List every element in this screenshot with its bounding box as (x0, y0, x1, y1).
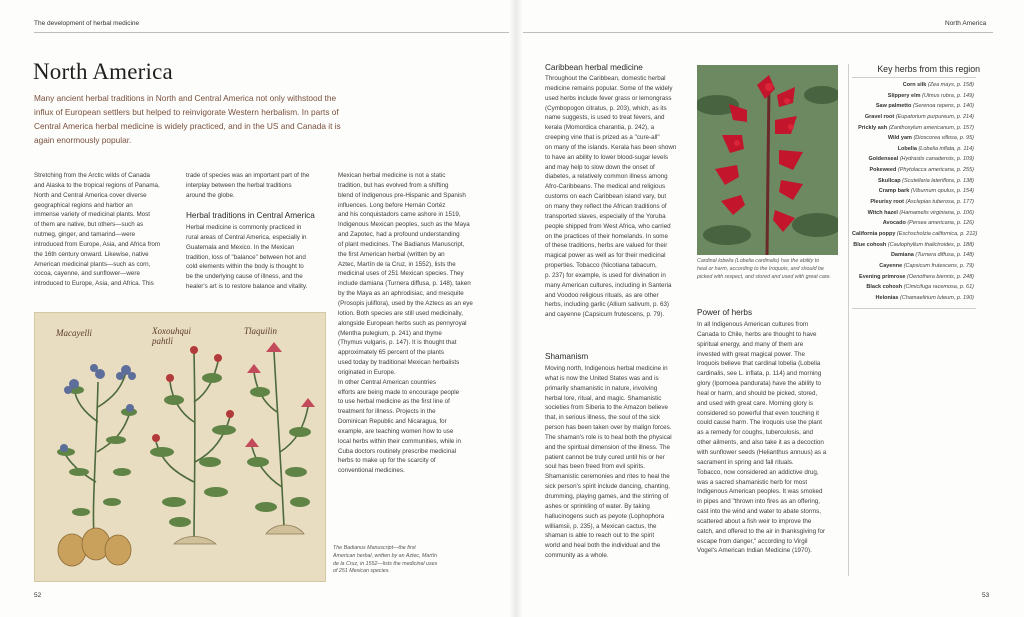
key-herb-reference: (Viburnum opulus, p. 154) (909, 188, 974, 195)
key-herbs-bottom-rule (852, 308, 976, 309)
key-herb-name: Skullcap (878, 177, 901, 184)
key-herb-name: Blue cohosh (853, 241, 887, 248)
running-head-right: North America (945, 20, 987, 27)
key-herb-reference: (Capsicum frutescens, p. 79) (902, 262, 974, 269)
key-herb-name: Corn silk (902, 82, 927, 88)
key-herb-item (852, 242, 974, 253)
page-number-right: 53 (982, 592, 990, 599)
key-herb-reference: (Hamamelis virginiana, p. 106) (897, 209, 974, 216)
key-herb-name: Damiana (890, 252, 914, 259)
heading-central-america: Herbal traditions in Central America (186, 211, 315, 220)
key-herb-name: Avocado (882, 220, 906, 227)
key-herb-item (852, 146, 974, 157)
key-herb-name: Helonias (875, 294, 899, 301)
key-herb-reference: (Turnera diffusa, p. 148) (913, 252, 974, 259)
heading-caribbean: Caribbean herbal medicine (545, 63, 643, 72)
key-herb-item (852, 93, 974, 104)
key-herb-reference: (Chamaelirium luteum, p. 190) (898, 294, 974, 301)
key-herb-reference: (Eupatorium purpureum, p. 214) (894, 113, 974, 120)
key-herb-item (852, 220, 974, 231)
cardinal-lobelia-photo (697, 65, 838, 255)
key-herb-reference: (Ulmus rubra, p. 149) (920, 92, 974, 99)
key-herb-name: Saw palmetto (875, 103, 912, 110)
codex-label-1: Macayelli (56, 328, 92, 338)
running-head-left: The development of herbal medicine (34, 20, 140, 27)
body-power-of-herbs: In all Indigenous American cultures from Canada to Chile, herbs are thought to have spiritual energy, and many of them are invested with great magical power. The Iroquois believe that cardinal lobelia (Lobelia cardinalis, see L. inflata, p. 114) and morning glory (Ipomoea pandurata) have the ability to heal or harm, and should be picked, stored, and used with great care. Morning glory is considered so powerful that even touching it could cause harm. The Iroquois use the plant as a remedy for coughs, tuberculosis, and other ailments, and also take it as a decoction with sunflower seeds (Helianthus annuus) as a sacrament in spring and fall rituals. Tobacco, now considered an addictive drug, was a sacred shamanistic herb for most Indigenous American peoples. It was smoked in pipes and "thrown into fires as an offering, cast into the wind and water to abate storms, scattered about a fish weir to improve the catch, and offered to the air in thanksgiving for escape from danger," according to Virgil Vogel's American Indian Medicine (1970). (697, 321, 827, 555)
key-herb-name: Wild yam (887, 135, 912, 142)
body-shamanism: Moving north, Indigenous herbal medicine in what is now the United States was and is primarily shamanistic in nature, involving herbal lore, ritual, and magic. Shamanistic societies from Siberia to the Amazon believe that, in serious illness, the soul of the sick person has been taken over by malign forces. The shaman's role is to heal both the physical and the spiritual dimension of the illness. The patient cannot be truly cured until his or her soul has been freed from evil spirits. Shamanistic ceremonies and rites to heal the sick person's spirit include dancing, chanting, drumming, playing games, and the stirring of ashes or sprinkling of water. By taking hallucinogens such as peyote (Lophophora williamsii, p. 235), a Mexican cactus, the shaman is able to reach out to the spirit world and heal both the individual and the community as a whole. (545, 365, 672, 560)
key-herb-item (852, 199, 974, 210)
key-herb-item (852, 135, 974, 146)
key-herb-reference: (Scutellaria lateriflora, p. 138) (900, 177, 974, 184)
key-herb-name: Pleurisy root (870, 199, 904, 206)
badianus-manuscript-image (34, 312, 326, 582)
key-herb-item (852, 295, 974, 306)
key-herb-item (852, 103, 974, 114)
key-herb-reference: (Phytolacca americana, p. 255) (896, 167, 974, 174)
key-herb-item (852, 230, 978, 242)
key-herb-reference: (Caulophyllum thalictroides, p. 188) (886, 241, 974, 248)
key-herbs-title-rule (852, 77, 976, 78)
page-gutter (509, 0, 523, 617)
body-caribbean: Throughout the Caribbean, domestic herbal medicine remains popular. Some of the widely used herbs include fever grass or lemongrass (Cymbopogon citratus, p. 203), which, as its name suggests, is used to treat fevers, and kerala (Momordica charantia, p. 242), a creeping vine that is prized as a "cure-all" on many of the islands. Kerala has been shown to have an ability to lower blood-sugar levels and may help to slow down the onset of diabetes, a relatively common illness among Afro-Caribbeans. The medical and religious customs on each Caribbean island vary, but on many they reflect the African traditions of transported slaves, especially of the Yoruba people shipped from West Africa, who carried on the practices of their homelands. In some of these traditions, herbs are valued for their magical power as well as for their medicinal properties. Tobacco (Nicotiana tabacum, p. 237) for example, is used for divination in many American cultures, including in Santeria and Voodoo religious rituals, as are other herbs, including garlic (Allium sativum, p. 63) and cayenne (Capsicum frutescens, p. 79). (545, 75, 677, 319)
key-herb-item (852, 263, 974, 274)
flower-caption: Cardinal lobelia (Lobelia cardinalis) has the ability to heal or harm, according to the Iroquois, and should be picked with respect, and stored and used with great care. (697, 258, 831, 280)
key-herb-name: Cayenne (879, 262, 903, 269)
key-herb-item (852, 125, 974, 136)
key-herb-reference: (Zea mays, p. 158) (926, 82, 974, 88)
codex-illustration (34, 312, 326, 582)
key-herb-item (852, 274, 974, 285)
key-herb-item (852, 284, 974, 295)
key-herb-name: Evening primrose (859, 273, 906, 280)
key-herb-reference: (Dioscorea villosa, p. 95) (911, 135, 974, 142)
key-herb-item (852, 156, 974, 167)
heading-power-of-herbs: Power of herbs (697, 308, 753, 317)
key-herb-reference: (Oenothera biennis, p. 248) (905, 273, 974, 280)
key-herb-name: Witch hazel (867, 209, 898, 216)
codex-label-3: Tlaquilin (244, 326, 278, 336)
key-herb-item (852, 82, 974, 93)
heading-shamanism: Shamanism (545, 352, 589, 361)
header-rule-left (34, 32, 509, 33)
page-number-left: 52 (34, 592, 42, 599)
key-herb-name: Pokeweed (869, 167, 897, 174)
key-herb-reference: (Asclepias tuberosa, p. 177) (903, 199, 974, 206)
key-herb-name: California poppy (852, 230, 896, 237)
key-herb-name: Gravel root (864, 113, 895, 120)
codex-label-2: Xoxouhqui pahtli (152, 326, 191, 346)
body-column-2b: Herbal medicine is commonly practiced in rural areas of Central America, especially in Guatemala and Mexico. In the Mexican tradition, loss of "balance" between hot and cold elements within the body is thought to be the underlying cause of illness, and the healer's art is to restore balance and vitality. (186, 224, 308, 291)
body-column-3: Mexican herbal medicine is not a static tradition, but has evolved from a shifting blend of Indigenous pre-Hispanic and Spanish influences. Long before Hernán Cortéz and his conquistadors came ashore in 1519, Indigenous Mexican peoples, such as the Maya and Zapotec, had a profound understanding of plant medicines. The Badianus Manuscript, the first American herbal (written by an Aztec, Martín de la Cruz, in 1552), lists the medicinal uses of 251 Mexican species. They include damiana (Turnera diffusa, p. 148), taken by the Maya as an aphrodisiac, and mesquite (Prosopis juliflora), used by the Aztecs as an eye lotion. Both species are still used medicinally, alongside European herbs such as pennyroyal (Mentha pulegium, p. 241) and thyme (Thymus vulgaris, p. 147). It is thought that approximately 65 percent of the plants used today by traditional Mexican herbalists originated in Europe. In other Central American countries efforts are being made to encourage people to use herbal medicine as the first line of treatment for illness. Projects in the Dominican Republic and Nicaragua, for example, are teaching women how to use local herbs within their communities, while in Cuba doctors routinely prescribe medicinal herbs to make up for the scarcity of conventional medicines. (338, 172, 473, 475)
key-herb-reference: (Eschscholzia californica, p. 212) (895, 230, 978, 237)
page-title: North America (33, 59, 173, 84)
key-herb-item (852, 167, 974, 178)
key-herb-reference: (Persea americana, p. 126) (905, 220, 974, 227)
intro-paragraph: Many ancient herbal traditions in North and Central America not only withstood the influx of European settlers but helped to reinvigorate Western herbalism. In parts of Central America herbal medicine is widely practiced, and in the US and Canada it is again enormously popular. (34, 93, 341, 145)
key-herb-item (852, 178, 974, 189)
key-herbs-list (852, 82, 978, 305)
key-herb-name: Lobelia (897, 145, 917, 152)
key-herb-name: Black cohosh (866, 284, 903, 291)
header-rule-right (523, 32, 993, 33)
body-column-2a: trade of species was an important part of the interplay between the herbal traditions around the globe. (186, 172, 310, 199)
key-herbs-title: Key herbs from this region (877, 64, 980, 74)
key-herb-reference: (Cimicifuga racemosa, p. 61) (902, 284, 974, 291)
codex-caption: The Badianus Manuscript—the first American herbal, written by an Aztec, Martín de la Cruz, in 1552—lists the medicinal uses of 251 Mexican species. (333, 545, 438, 575)
key-herb-item (852, 188, 974, 199)
key-herb-item (852, 210, 974, 221)
key-herb-name: Slippery elm (887, 92, 921, 99)
key-herb-name: Prickly ash (858, 124, 888, 131)
key-herb-reference: (Zanthoxylum americanum, p. 157) (887, 124, 974, 131)
key-herb-reference: (Serenoa repens, p. 140) (911, 103, 974, 110)
key-herb-reference: (Lobelia inflata, p. 114) (916, 145, 974, 152)
key-herb-item (852, 252, 974, 263)
key-herb-name: Cramp bark (878, 188, 910, 195)
sidebar-divider (848, 64, 849, 576)
cardinal-lobelia-illustration (697, 65, 838, 255)
body-column-1: Stretching from the Arctic wilds of Canada and Alaska to the tropical regions of Panama, North and Central America cover diverse geographical regions and harbor an immense variety of medicinal plants. Most of them are native, but others—such as nutmeg, ginger, and tamarind—were introduced from Europe, Asia, and Africa from the 16th century onward. Likewise, native American medicinal plants—such as corn, cocoa, cayenne, and sunflower—were introduced to Europe, Asia, and Africa. This (34, 172, 161, 288)
key-herb-name: Goldenseal (868, 156, 899, 163)
key-herb-reference: (Hydrastis canadensis, p. 109) (898, 156, 974, 163)
key-herb-item (852, 114, 974, 125)
